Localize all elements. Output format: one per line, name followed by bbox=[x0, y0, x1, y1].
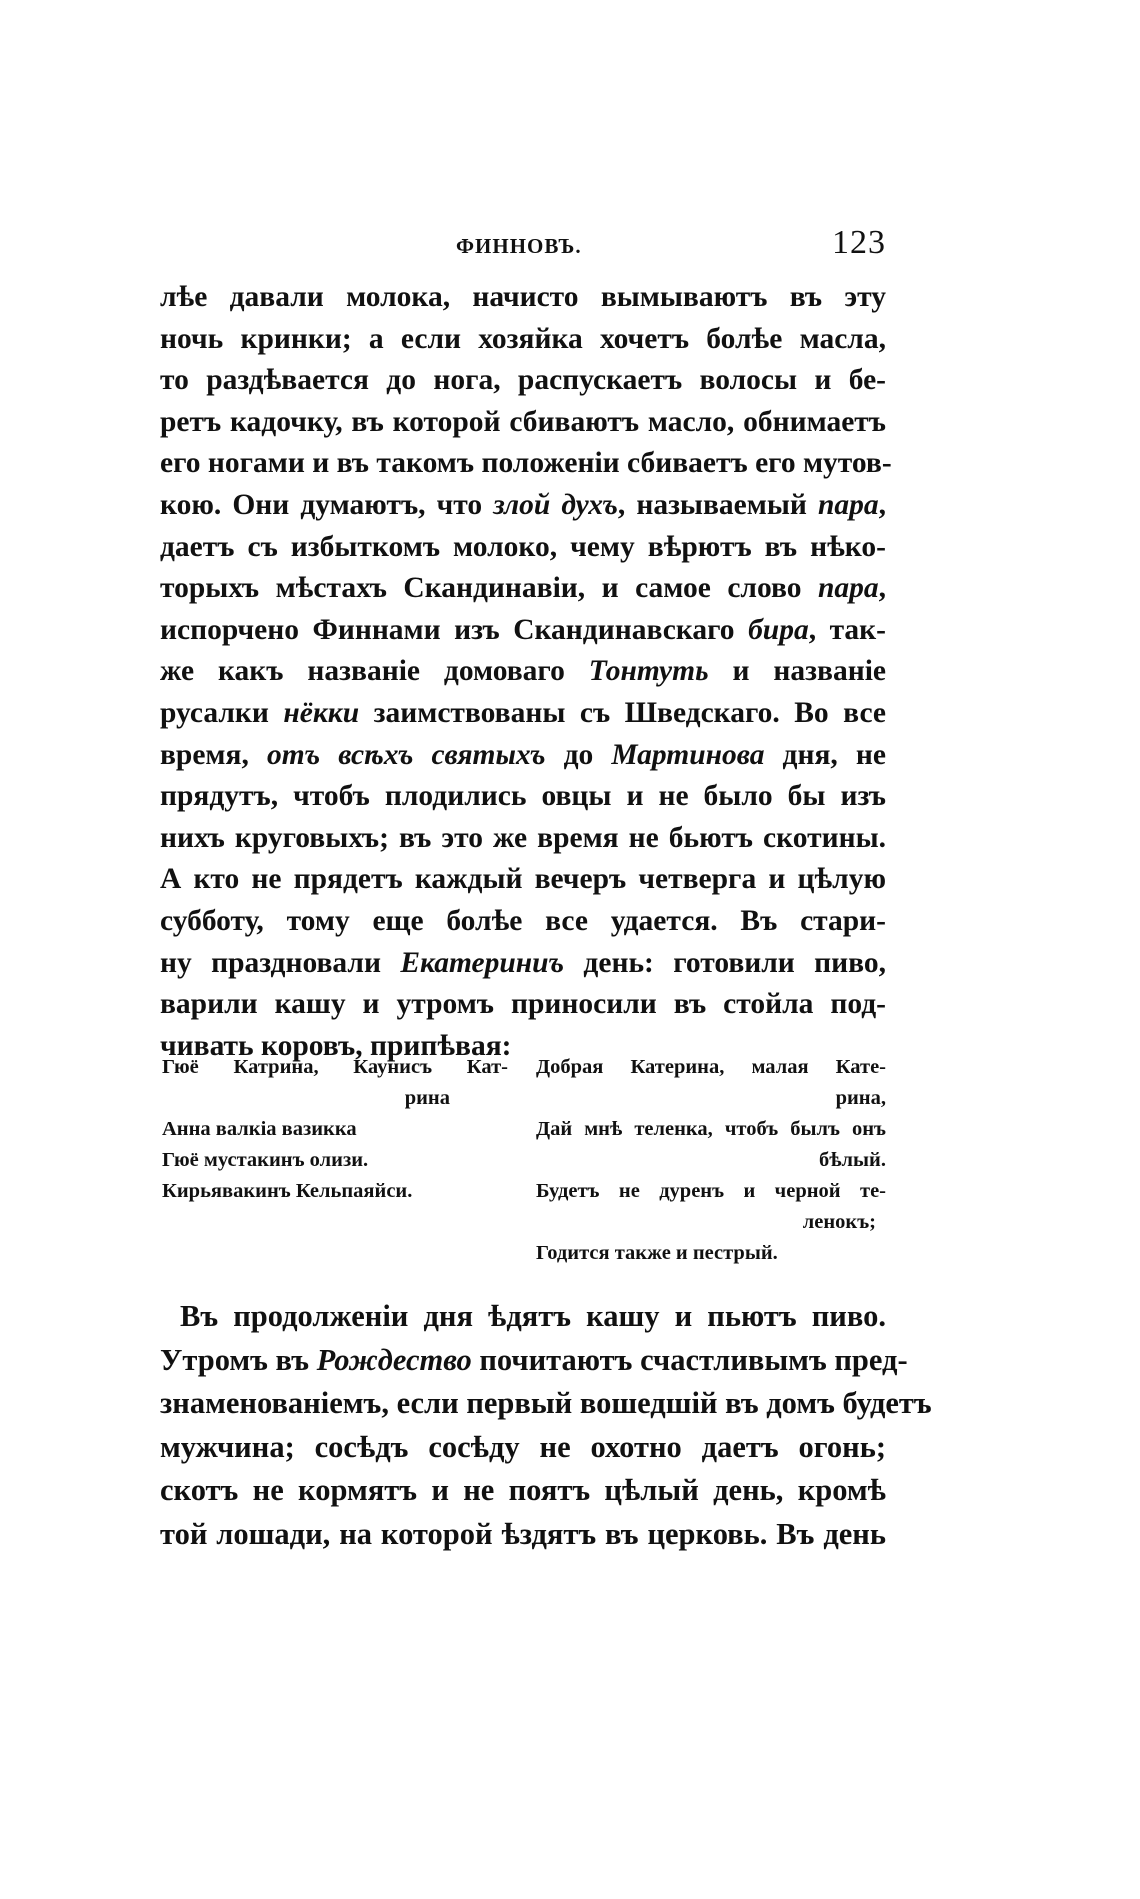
verse-line: Гюё Катрина, Каунисъ Кат- bbox=[162, 1056, 508, 1078]
page-number: 123 bbox=[832, 224, 886, 261]
text-line: Въ продолженіи дня ѣдятъ кашу и пьютъ пиво. bbox=[180, 1299, 886, 1333]
paragraph-2 bbox=[160, 1295, 932, 1557]
text-line: субботу, тому еще болѣе все удается. Въ стари- bbox=[160, 904, 886, 937]
verse-line: Анна валкіа вазикка bbox=[162, 1118, 357, 1140]
verse-line: Добрая Катерина, малая Кате- bbox=[536, 1056, 886, 1078]
verse-line: Кирьявакинъ Кельпаяйси. bbox=[162, 1180, 413, 1202]
text-line: нихъ круговыхъ; въ это же время не бьютъ скотины. bbox=[160, 821, 886, 854]
verse-line: бѣлый. bbox=[819, 1149, 886, 1171]
verse-line: ленокъ; bbox=[802, 1211, 876, 1233]
italic-term: отъ всѣхъ святыхъ bbox=[266, 738, 546, 771]
italic-term: Тонтуть bbox=[588, 655, 709, 688]
text-line: ну праздновали Екатериниъ день: готовили пиво, bbox=[160, 946, 886, 979]
running-head: ФИННОВЪ. bbox=[456, 234, 582, 258]
italic-term: Екатериниъ bbox=[400, 946, 565, 979]
text-line: Утромъ въ Рождество почитаютъ счастливымъ пред- bbox=[160, 1342, 908, 1377]
text-line: мужчина; сосѣдъ сосѣду не охотно даетъ огонь; bbox=[160, 1429, 886, 1464]
text-line: кою. Они думаютъ, что злой духъ, называемый пара, bbox=[160, 488, 886, 521]
italic-term: злой духъ bbox=[493, 488, 618, 521]
text-line: чивать коровъ, припѣвая: bbox=[160, 1029, 512, 1062]
verse-line: рина, bbox=[835, 1087, 886, 1109]
page-header bbox=[160, 226, 886, 266]
text-line: знаменованіемъ, если первый вошедшій въ домъ будетъ bbox=[160, 1386, 932, 1421]
text-line: ретъ кадочку, въ которой сбиваютъ масло, обнимаетъ bbox=[160, 405, 886, 438]
italic-term: Мартинова bbox=[611, 738, 765, 771]
text-line: торыхъ мѣстахъ Скандинавіи, и самое слово пара, bbox=[160, 572, 886, 605]
text-line: А кто не прядетъ каждый вечеръ четверга и цѣлую bbox=[160, 863, 886, 896]
text-line: русалки нёкки заимствованы съ Шведскаго. Во все bbox=[160, 696, 886, 729]
text-line: прядутъ, чтобъ плодились овцы и не было бы изъ bbox=[160, 780, 886, 813]
verse-line: Гюё мустакинъ олизи. bbox=[162, 1149, 369, 1171]
verses-russian bbox=[536, 1052, 886, 1269]
text-line: же какъ названіе домоваго Тонтуть и названіе bbox=[160, 655, 886, 688]
italic-term: пара bbox=[817, 488, 879, 521]
verse-line: Будетъ не дуренъ и черной те- bbox=[536, 1180, 886, 1202]
text-line: то раздѣвается до нога, распускаетъ волосы и бе- bbox=[160, 364, 886, 397]
text-line: время, отъ всѣхъ святыхъ до Мартинова дня, не bbox=[160, 738, 886, 771]
text-line: лѣе давали молока, начисто вымываютъ въ эту bbox=[160, 281, 886, 313]
verse-line: рина bbox=[404, 1087, 450, 1109]
text-line: той лошади, на которой ѣздятъ въ церковь. Въ день bbox=[160, 1516, 886, 1551]
text-line: его ногами и въ такомъ положеніи сбиваетъ его мутов- bbox=[160, 447, 892, 480]
verse-line: Дай мнѣ теленка, чтобъ былъ онъ bbox=[536, 1118, 886, 1140]
italic-term: Рождество bbox=[316, 1342, 472, 1377]
italic-term: бира bbox=[748, 613, 809, 646]
verses-finnish bbox=[162, 1052, 508, 1207]
text-line: испорчено Финнами изъ Скандинавскаго бира, так- bbox=[160, 613, 886, 646]
italic-term: пара bbox=[817, 572, 879, 605]
text-line: скотъ не кормятъ и не поятъ цѣлый день, кромѣ bbox=[160, 1473, 886, 1508]
song-verses bbox=[160, 1052, 886, 1288]
paragraph-1 bbox=[160, 277, 892, 1067]
text-line: ночь кринки; а если хозяйка хочетъ болѣе масла, bbox=[160, 322, 886, 355]
verse-line: Годится также и пестрый. bbox=[536, 1242, 778, 1264]
text-line: варили кашу и утромъ приносили въ стойла под- bbox=[160, 988, 886, 1021]
text-line: даетъ съ избыткомъ молоко, чему вѣрютъ въ нѣко- bbox=[160, 530, 886, 563]
italic-term: нёкки bbox=[283, 696, 360, 729]
